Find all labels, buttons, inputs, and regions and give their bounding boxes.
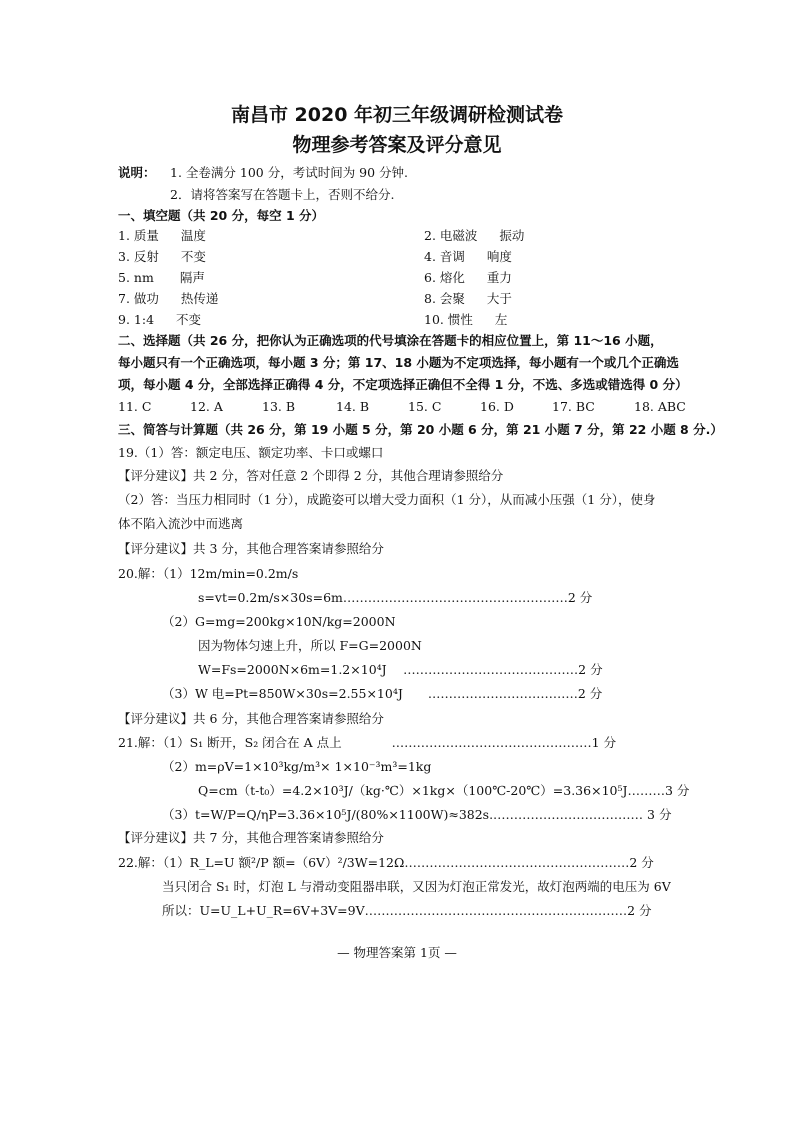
q20-line: （2）G=mg=200kg×10N/kg=2000N <box>162 614 396 629</box>
section-1-heading: 一、填空题（共 20 分，每空 1 分） <box>118 208 325 223</box>
q20-line: （3）W 电=Pt=850W×30s=2.55×10⁴J ………………………………2 分 <box>162 686 603 701</box>
document-subtitle: 物理参考答案及评分意见 <box>292 134 502 156</box>
q19-part1: 19.（1）答：额定电压、额定功率、卡口或螺口 <box>118 445 384 460</box>
q21-line: Q=cm（t-t₀）=4.2×10³J/（kg·℃）×1kg×（100℃-20℃）=3.36×10⁵J………3 分 <box>198 783 690 798</box>
choice-answer: 16. D <box>480 399 514 414</box>
document-title: 南昌市 2020 年初三年级调研检测试卷 <box>230 104 564 126</box>
fill-answer: 5. nm 隔声 <box>118 270 205 285</box>
choice-answer: 15. C <box>408 399 442 414</box>
q22-line: 当只闭合 S₁ 时，灯泡 L 与滑动变阻器串联，又因为灯泡正常发光，故灯泡两端的电压为 6V <box>162 879 671 894</box>
choice-answer: 13. B <box>262 399 296 414</box>
q20-evaluation: 【评分建议】共 6 分，其他合理答案请参照给分 <box>118 711 384 726</box>
choice-answer: 12. A <box>190 399 223 414</box>
fill-answer: 7. 做功 热传递 <box>118 291 219 306</box>
q21-line: 21.解：（1）S₁ 断开，S₂ 闭合在 A 点上 …………………………………………1 分 <box>118 735 617 750</box>
fill-answer: 4. 音调 响度 <box>424 249 512 264</box>
fill-answer: 1. 质量 温度 <box>118 228 206 243</box>
q20-line: 20.解：（1）12m/min=0.2m/s <box>118 566 299 581</box>
q19-evaluation-1: 【评分建议】共 2 分，答对任意 2 个即得 2 分，其他合理请参照给分 <box>118 468 504 483</box>
fill-answer: 3. 反射 不变 <box>118 249 206 264</box>
fill-answer: 10. 惯性 左 <box>424 312 508 327</box>
q19-part2: （2）答：当压力相同时（1 分），成跪姿可以增大受力面积（1 分），从而减小压强（1 分），使身 <box>118 492 656 507</box>
q19-part2-cont: 体不陷入流沙中而逃离 <box>118 516 244 531</box>
section-2-heading: 二、选择题（共 26 分，把你认为正确选项的代号填涂在答题卡的相应位置上，第 11～16 小题， <box>118 333 663 348</box>
q19-evaluation-2: 【评分建议】共 3 分，其他合理答案请参照给分 <box>118 541 384 556</box>
note-1: 1. 全卷满分 100 分，考试时间为 90 分钟. <box>170 165 409 180</box>
choice-answer: 11. C <box>118 399 152 414</box>
section-2-heading-cont: 项，每小题 4 分，全部选择正确得 4 分，不定项选择正确但不全得 1 分，不选、多选或错选得 0 分） <box>118 377 688 392</box>
fill-answer: 9. 1:4 不变 <box>118 312 202 327</box>
section-3-heading: 三、简答与计算题（共 26 分，第 19 小题 5 分，第 20 小题 6 分，第 21 小题 7 分，第 22 小题 8 分.） <box>118 422 723 437</box>
page-footer: — 物理答案第 1页 — <box>337 945 457 960</box>
section-2-heading-cont: 每小题只有一个正确选项，每小题 3 分；第 17、18 小题为不定项选择，每小题有一个或几个正确选 <box>118 355 679 370</box>
fill-answer: 8. 会聚 大于 <box>424 291 512 306</box>
choice-answer: 17. BC <box>552 399 595 414</box>
choice-answer: 18. ABC <box>634 399 686 414</box>
q20-line: s=vt=0.2m/s×30s=6m………………………………………………2 分 <box>198 590 593 605</box>
q21-line: （3）t=W/P=Q/ηP=3.36×10⁵J/(80%×1100W)≈382s.……………………………… 3 分 <box>162 807 672 822</box>
fill-answer: 6. 熔化 重力 <box>424 270 512 285</box>
q21-evaluation: 【评分建议】共 7 分，其他合理答案请参照给分 <box>118 830 384 845</box>
fill-answer: 2. 电磁波 振动 <box>424 228 525 243</box>
q20-line: 因为物体匀速上升，所以 F=G=2000N <box>198 638 422 653</box>
q22-line: 所以：U=U_L+U_R=6V+3V=9V………………………………………………………2 分 <box>162 903 652 918</box>
note-2: 2．请将答案写在答题卡上，否则不给分. <box>170 187 395 202</box>
q21-line: （2）m=ρV=1×10³kg/m³× 1×10⁻³m³=1kg <box>162 759 432 774</box>
q22-line: 22.解：（1）R_L=U 额²/P 额=（6V）²/3W=12Ω………………………………………………2 分 <box>118 855 654 870</box>
note-label: 说明： <box>118 165 156 180</box>
choice-answer: 14. B <box>336 399 370 414</box>
q20-line: W=Fs=2000N×6m=1.2×10⁴J ……………………………………2 分 <box>198 662 603 677</box>
